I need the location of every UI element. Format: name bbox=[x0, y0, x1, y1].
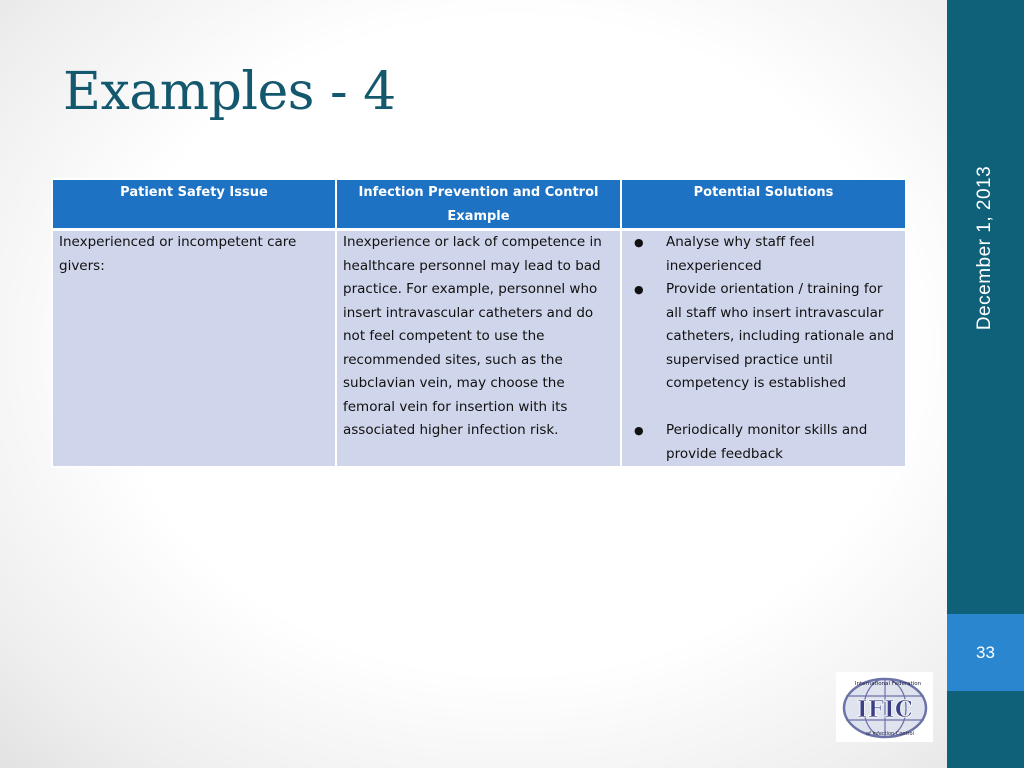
logo-top-text: International Federation bbox=[854, 681, 922, 687]
example-cell bbox=[336, 230, 621, 468]
slide-title: Examples - 4 bbox=[63, 62, 396, 122]
bullet-icon: ● bbox=[634, 283, 644, 296]
example-line: subclavian vein, may choose the bbox=[343, 375, 565, 391]
list-item bbox=[628, 231, 899, 278]
bullet-icon: ● bbox=[634, 236, 644, 249]
page-number: 33 bbox=[976, 642, 995, 662]
example-line: not feel competent to use the bbox=[343, 328, 545, 344]
list-item bbox=[628, 419, 899, 466]
patient-safety-table bbox=[51, 178, 907, 468]
page-number-box bbox=[947, 614, 1024, 691]
solutions-cell bbox=[621, 230, 906, 468]
solution-text: Periodically monitor skills and provide feedback bbox=[666, 422, 868, 462]
example-line: Inexperience or lack of competence in bbox=[343, 234, 602, 250]
solution-text: Analyse why staff feel inexperienced bbox=[666, 234, 815, 274]
header-patient-safety-issue: Patient Safety Issue bbox=[52, 179, 336, 230]
header-potential-solutions: Potential Solutions bbox=[621, 179, 906, 230]
issue-cell: Inexperienced or incompetent care givers: bbox=[52, 230, 336, 468]
bullet-icon: ● bbox=[634, 424, 644, 437]
ific-logo bbox=[836, 672, 933, 742]
slide-date: December 1, 2013 bbox=[974, 165, 995, 331]
table-row bbox=[52, 230, 906, 468]
example-line: recommended sites, such as the bbox=[343, 351, 563, 368]
table-header-row bbox=[52, 179, 906, 230]
solutions-list bbox=[628, 231, 899, 466]
logo-text: IFIC bbox=[856, 696, 914, 723]
example-line: practice. For example, personnel who bbox=[343, 281, 598, 297]
example-line: femoral vein for insertion with its bbox=[343, 398, 568, 415]
example-line: associated higher infection risk. bbox=[343, 422, 559, 438]
header-infection-prevention-example: Infection Prevention and Control Example bbox=[336, 179, 621, 230]
example-line: healthcare personnel may lead to bad bbox=[343, 257, 601, 274]
list-item bbox=[628, 278, 899, 396]
logo-bottom-text: of Infection Control bbox=[866, 731, 914, 737]
solution-text: Provide orientation / training for all staff who insert intravascular catheters, including rationale and supervised practice until competency is established bbox=[666, 281, 895, 391]
example-line: insert intravascular catheters and do bbox=[343, 304, 594, 321]
